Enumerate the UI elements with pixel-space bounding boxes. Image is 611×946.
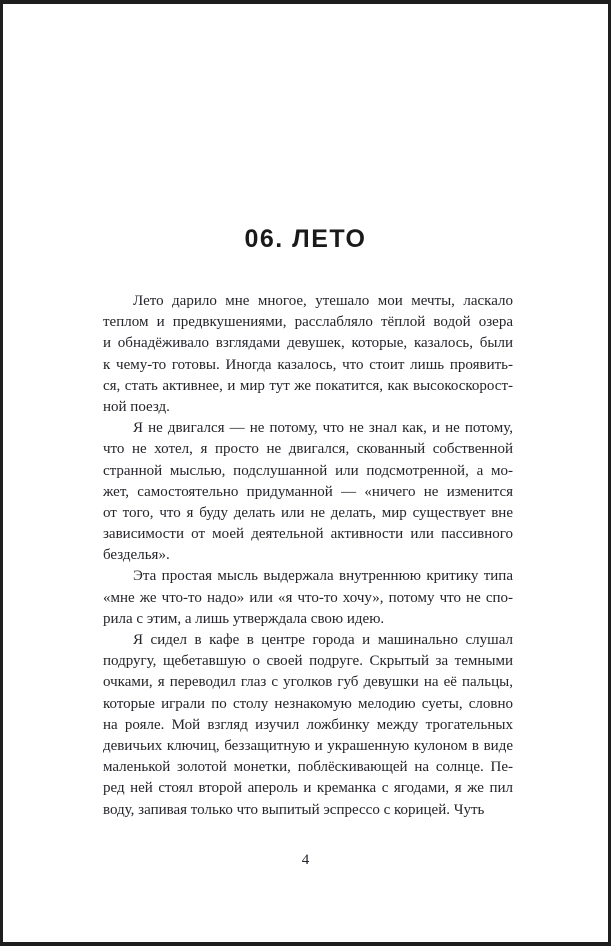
text-line: теплом и предвкушениями, расслабляло тёплой водой озера xyxy=(103,314,513,331)
text-line: к чему-то готовы. Иногда казалось, что стоит лишь проявить- xyxy=(103,356,513,373)
paragraph xyxy=(103,418,513,566)
text-line: ной поезд. xyxy=(103,398,170,415)
text-line: ред ней стоял второй апероль и креманка с ягодами, я же пил xyxy=(103,780,513,797)
text-line: подругу, щебетавшую о своей подруге. Скрытый за темными xyxy=(103,653,513,670)
text-line: Я сидел в кафе в центре города и машинально слушал xyxy=(133,632,513,648)
paragraph xyxy=(103,291,513,418)
text-line: странной мыслью, подслушанной или подсмотренной, а мо- xyxy=(103,462,513,479)
text-line: «мне же что-то надо» или «я что-то хочу», потому что не спо- xyxy=(103,589,513,606)
paragraph xyxy=(103,630,513,821)
text-line: что не хотел, я просто не двигался, скованный собственной xyxy=(103,441,513,458)
text-line: которые играли по столу незнакомую мелодию суеты, словно xyxy=(103,695,513,712)
text-line: девичьих ключиц, беззащитную и украшенную кулоном в виде xyxy=(103,737,513,754)
chapter-title: 06. ЛЕТО xyxy=(244,225,367,253)
text-line: безделья». xyxy=(103,547,170,564)
text-line: зависимости от моей деятельной активности или пассивного xyxy=(103,526,513,543)
paragraph xyxy=(103,566,513,630)
text-line: воду, запивая только что выпитый эспрессо с корицей. Чуть xyxy=(103,801,485,818)
text-line: на рояле. Мой взгляд изучил ложбинку между трогательных xyxy=(103,716,513,733)
text-line: и обнадёживало взглядами девушек, которые, казалось, были xyxy=(103,335,513,352)
text-line: Я не двигался — не потому, что не знал как, и не потому, xyxy=(133,420,513,437)
text-line: рила с этим, а лишь утверждала свою идею. xyxy=(103,610,385,627)
text-line: Лето дарило мне многое, утешало мои мечты, ласкало xyxy=(133,293,513,309)
text-line: Эта простая мысль выдержала внутреннюю критику типа xyxy=(133,568,513,585)
text-line: от того, что я буду делать или не делать, мир существует вне xyxy=(103,504,513,521)
text-line: очками, я переводил глаз с уголков губ девушки на её пальцы, xyxy=(103,674,513,691)
text-line: маленькой золотой монетки, поблёскивающей на солнце. Пе- xyxy=(103,759,513,776)
text-line: ся, стать активнее, и мир тут же покатится, как высокоскорост- xyxy=(103,377,513,394)
text-line: жет, самостоятельно придуманной — «ничего не изменится xyxy=(103,483,513,500)
body-text xyxy=(103,291,513,821)
page-number: 4 xyxy=(301,852,310,868)
